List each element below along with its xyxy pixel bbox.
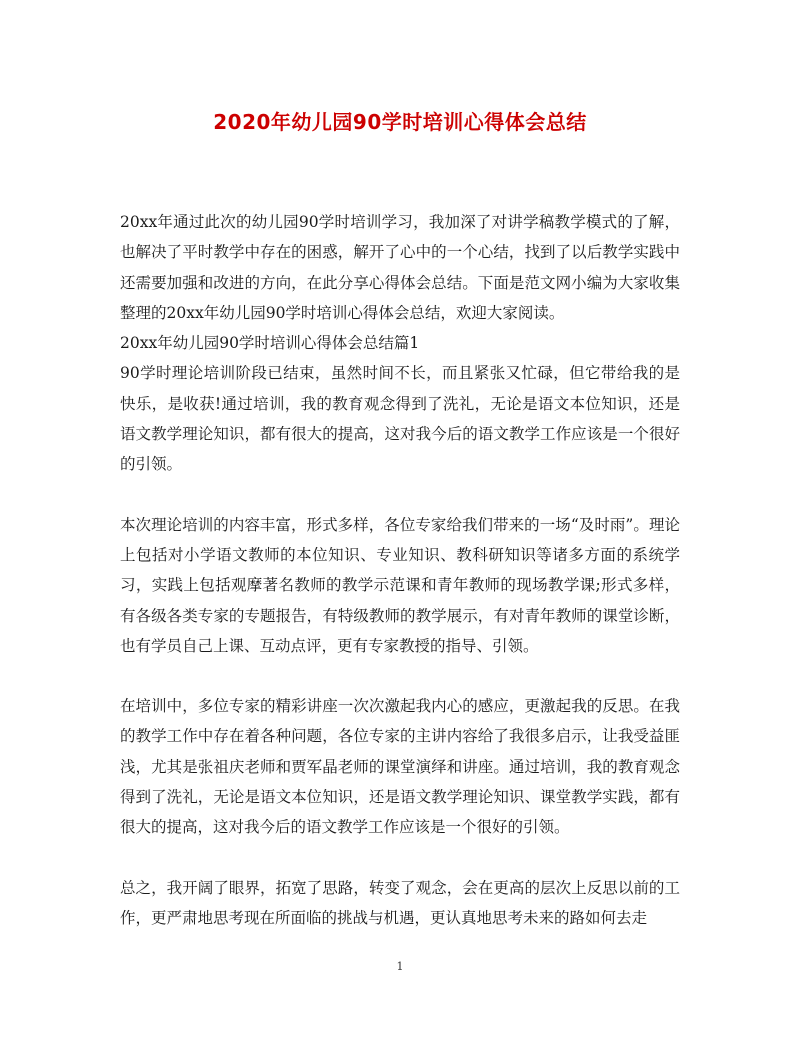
paragraph-spacer: [120, 661, 680, 691]
paragraph-spacer: [120, 843, 680, 873]
page-number: 1: [396, 960, 404, 973]
document-body: [120, 207, 680, 933]
body-paragraph: 本次理论培训的内容丰富，形式多样，各位专家给我们带来的一场“及时雨”。理论上包括对小学语文教师的本位知识、专业知识、教科研知识等诸多方面的系统学习，实践上包括观摩著名教师的教学示范课和青年教师的现场教学课;形式多样，有各级各类专家的专题报告，有特级教师的教学展示，有对青年教师的课堂诊断，也有学员自己上课、互动点评，更有专家教授的指导、引领。: [120, 515, 680, 655]
section-heading: 20xx年幼儿园90学时培训心得体会总结篇1: [120, 334, 420, 353]
document-title: 2020年幼儿园90学时培训心得体会总结: [213, 110, 587, 134]
body-paragraph: 90学时理论培训阶段已结束，虽然时间不长，而且紧张又忙碌，但它带给我的是快乐，是收获!通过培训，我的教育观念得到了洗礼，无论是语文本位知识，还是语文教学理论知识，都有很大的提高，这对我今后的语文教学工作应该是一个很好的引领。: [120, 364, 680, 474]
body-paragraph: 在培训中，多位专家的精彩讲座一次次激起我内心的感应，更激起我的反思。在我的教学工作中存在着各种问题，各位专家的主讲内容给了我很多启示，让我受益匪浅，尤其是张祖庆老师和贾军晶老师的课堂演绎和讲座。通过培训，我的教育观念得到了洗礼，无论是语文本位知识，还是语文教学理论知识、课堂教学实践，都有很大的提高，这对我今后的语文教学工作应该是一个很好的引领。: [120, 697, 680, 837]
paragraph-spacer: [120, 480, 680, 510]
intro-paragraph: 20xx年通过此次的幼儿园90学时培训学习，我加深了对讲学稿教学模式的了解，也解决了平时教学中存在的困惑，解开了心中的一个心结，找到了以后教学实践中还需要加强和改进的方向，在此分享心得体会总结。下面是范文网小编为大家收集整理的20xx年幼儿园90学时培训心得体会总结，欢迎大家阅读。: [120, 213, 680, 322]
body-paragraph: 总之，我开阔了眼界，拓宽了思路，转变了观念，会在更高的层次上反思以前的工作，更严肃地思考现在所面临的挑战与机遇，更认真地思考未来的路如何去走: [120, 878, 680, 927]
